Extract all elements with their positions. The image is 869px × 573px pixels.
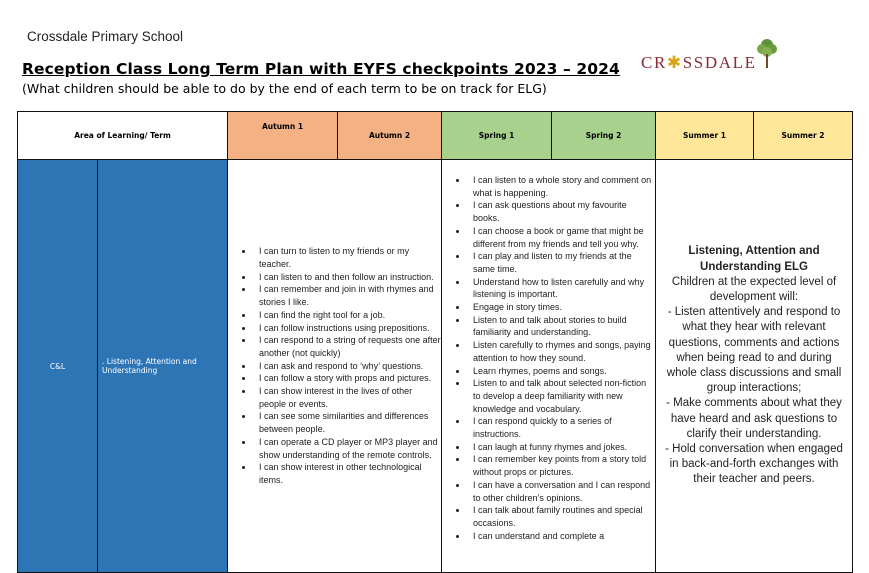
list-item: • I can see some similarities and differences between people. bbox=[254, 410, 441, 435]
elg-block bbox=[656, 244, 852, 487]
elg-point: - Make comments about what they have heard and ask questions to clarify their understanding. bbox=[666, 397, 842, 440]
elg-intro: Children at the expected level of development will: bbox=[671, 275, 837, 303]
list-item: • I can ask questions about my favourite books. bbox=[468, 199, 655, 224]
list-item: • I can show interest in the lives of other people or events. bbox=[254, 385, 441, 410]
list-item: • I can turn to listen to my friends or my teacher. bbox=[254, 245, 441, 270]
autumn-checkpoint-list bbox=[228, 245, 441, 486]
school-name: Crossdale Primary School bbox=[27, 29, 184, 44]
list-item: • I can find the right tool for a job. bbox=[254, 309, 441, 322]
list-item: • I can have a conversation and I can respond to other children’s opinions. bbox=[468, 479, 655, 504]
elg-point: - Hold conversation when engaged in back-and-forth exchanges with their teacher and peers. bbox=[665, 443, 843, 486]
list-item: • Engage in story times. bbox=[468, 301, 655, 314]
tree-icon bbox=[754, 36, 780, 72]
area-header: Area of Learning/ Term bbox=[18, 112, 228, 160]
list-item: • I can play and listen to my friends at the same time. bbox=[468, 250, 655, 275]
list-item: • I can respond to a string of requests one after another (not quickly) bbox=[254, 334, 441, 359]
list-item: • Listen carefully to rhymes and songs, paying attention to how they sound. bbox=[468, 339, 655, 364]
header-row bbox=[18, 112, 853, 160]
page-subtitle: (What children should be able to do by the end of each term to be on track for ELG) bbox=[22, 81, 547, 96]
header-autumn-2: Autumn 2 bbox=[338, 112, 442, 160]
list-item: • I can remember key points from a story told without props or pictures. bbox=[468, 453, 655, 478]
star-icon: ✱ bbox=[666, 53, 683, 72]
autumn-cell bbox=[228, 160, 442, 573]
list-item: • I can talk about family routines and special occasions. bbox=[468, 504, 655, 529]
area-name-cell: . Listening, Attention and Understanding bbox=[98, 160, 228, 573]
list-item: • I can follow instructions using prepositions. bbox=[254, 322, 441, 335]
list-item: • Learn rhymes, poems and songs. bbox=[468, 365, 655, 378]
header-summer-2: Summer 2 bbox=[754, 112, 853, 160]
elg-heading: Listening, Attention and Understanding ELG bbox=[688, 245, 820, 273]
list-item: • I can laugh at funny rhymes and jokes. bbox=[468, 441, 655, 454]
list-item: • Listen to and talk about stories to build familiarity and understanding. bbox=[468, 314, 655, 339]
header-summer-1: Summer 1 bbox=[656, 112, 754, 160]
summer-cell bbox=[656, 160, 853, 573]
header-spring-1: Spring 1 bbox=[442, 112, 552, 160]
list-item: • I can operate a CD player or MP3 player and show understanding of the remote controls. bbox=[254, 436, 441, 461]
list-item: • I can show interest in other technological items. bbox=[254, 461, 441, 486]
school-logo bbox=[641, 36, 776, 76]
list-item: • Understand how to listen carefully and why listening is important. bbox=[468, 276, 655, 301]
area-code-cell: C&L bbox=[18, 160, 98, 573]
list-item: • I can listen to and then follow an instruction. bbox=[254, 271, 441, 284]
logo-text-a: CR bbox=[641, 53, 667, 72]
elg-point: - Listen attentively and respond to what they hear with relevant questions, comments and actions when being read to and during whole class discussions and small group interactions; bbox=[666, 306, 842, 395]
header-autumn-1: Autumn 1 bbox=[228, 112, 338, 160]
list-item: • I can ask and respond to ‘why’ questions. bbox=[254, 360, 441, 373]
table-row bbox=[18, 160, 853, 573]
logo-wordmark bbox=[641, 53, 757, 73]
header-spring-2: Spring 2 bbox=[552, 112, 656, 160]
logo-text-b: SSDALE bbox=[682, 53, 757, 72]
list-item: • I can follow a story with props and pictures. bbox=[254, 372, 441, 385]
list-item: • I can understand and complete a bbox=[468, 530, 655, 543]
list-item: • I can remember and join in with rhymes and stories I like. bbox=[254, 283, 441, 308]
list-item: • Listen to and talk about selected non-fiction to develop a deep familiarity with new knowledge and vocabulary. bbox=[468, 377, 655, 415]
list-item: • I can choose a book or game that might be different from my friends and tell you why. bbox=[468, 225, 655, 250]
list-item: • I can respond quickly to a series of instructions. bbox=[468, 415, 655, 440]
spring-cell bbox=[442, 160, 656, 573]
page-title: Reception Class Long Term Plan with EYFS checkpoints 2023 – 2024 bbox=[22, 60, 620, 78]
long-term-plan-table bbox=[17, 111, 853, 573]
spring-checkpoint-list bbox=[442, 174, 655, 542]
list-item: • I can listen to a whole story and comment on what is happening. bbox=[468, 174, 655, 199]
